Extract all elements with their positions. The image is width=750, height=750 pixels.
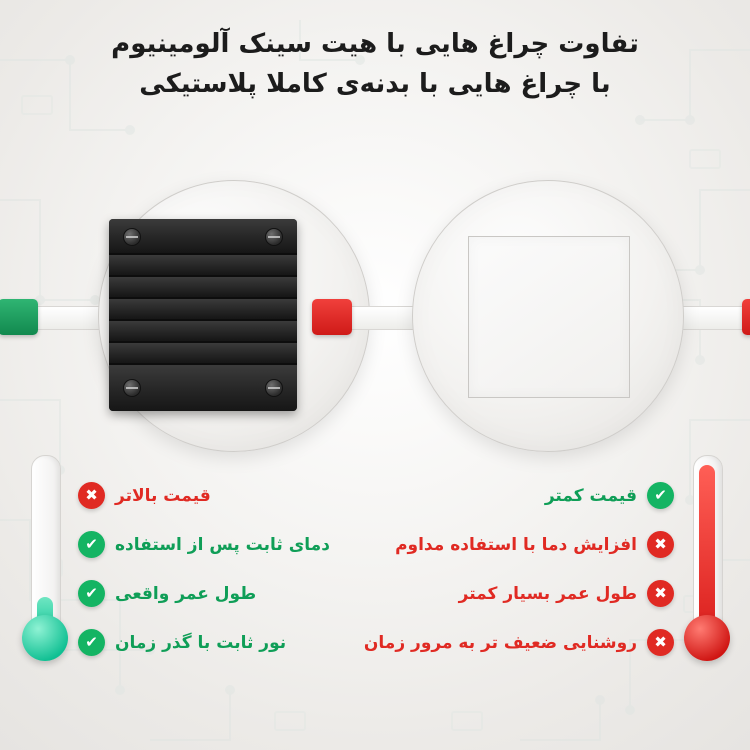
check-icon: ✔ [78, 531, 105, 558]
connector-green-left [0, 299, 38, 335]
screw-icon [123, 228, 141, 246]
list-item [78, 531, 378, 558]
list-item-label: دمای ثابت پس از استفاده [115, 534, 330, 555]
thermometer-hot [684, 455, 730, 685]
check-icon: ✔ [647, 482, 674, 509]
page-title [0, 24, 750, 105]
feature-list-heatsink [363, 482, 674, 678]
feature-list-plastic [78, 482, 378, 678]
list-item-label: طول عمر واقعی [115, 583, 257, 604]
cross-icon: ✖ [647, 580, 674, 607]
plastic-body [468, 236, 630, 398]
thermometer-bulb [684, 615, 730, 661]
list-item [374, 482, 674, 509]
wire-left [38, 306, 100, 330]
screw-icon [265, 228, 283, 246]
cross-icon: ✖ [647, 531, 674, 558]
thermometer-bulb [22, 615, 68, 661]
list-item [78, 580, 378, 607]
list-item [374, 580, 674, 607]
cross-icon: ✖ [647, 629, 674, 656]
title-line-1: تفاوت چراغ هایی با هیت سینک آلومینیوم [111, 29, 639, 59]
list-item [78, 629, 378, 656]
screw-icon [265, 379, 283, 397]
list-item-label: نور ثابت با گذر زمان [115, 632, 287, 653]
list-item [78, 482, 378, 509]
list-item [374, 531, 674, 558]
title-line-2: با چراغ هایی با بدنه‌ی کاملا پلاستیکی [139, 69, 611, 100]
check-icon: ✔ [78, 629, 105, 656]
list-item-label: قیمت بالاتر [115, 485, 211, 506]
wire-right [680, 306, 742, 330]
list-item-label: طول عمر بسیار کمتر [458, 583, 637, 604]
check-icon: ✔ [78, 580, 105, 607]
aluminum-heatsink [109, 219, 297, 411]
wire-left [352, 306, 414, 330]
list-item-label: افزایش دما با استفاده مداوم [395, 534, 637, 555]
screw-icon [123, 379, 141, 397]
list-item-label: قیمت کمتر [544, 485, 637, 506]
cross-icon: ✖ [78, 482, 105, 509]
lamp-body-disc [412, 180, 684, 452]
list-item-label: روشنایی ضعیف تر به مرور زمان [363, 632, 637, 653]
thermometer-cold [22, 455, 68, 685]
connector-red-left [312, 299, 352, 335]
connector-red-right [742, 299, 750, 335]
lamp-plastic [412, 180, 682, 450]
list-item [363, 629, 674, 656]
